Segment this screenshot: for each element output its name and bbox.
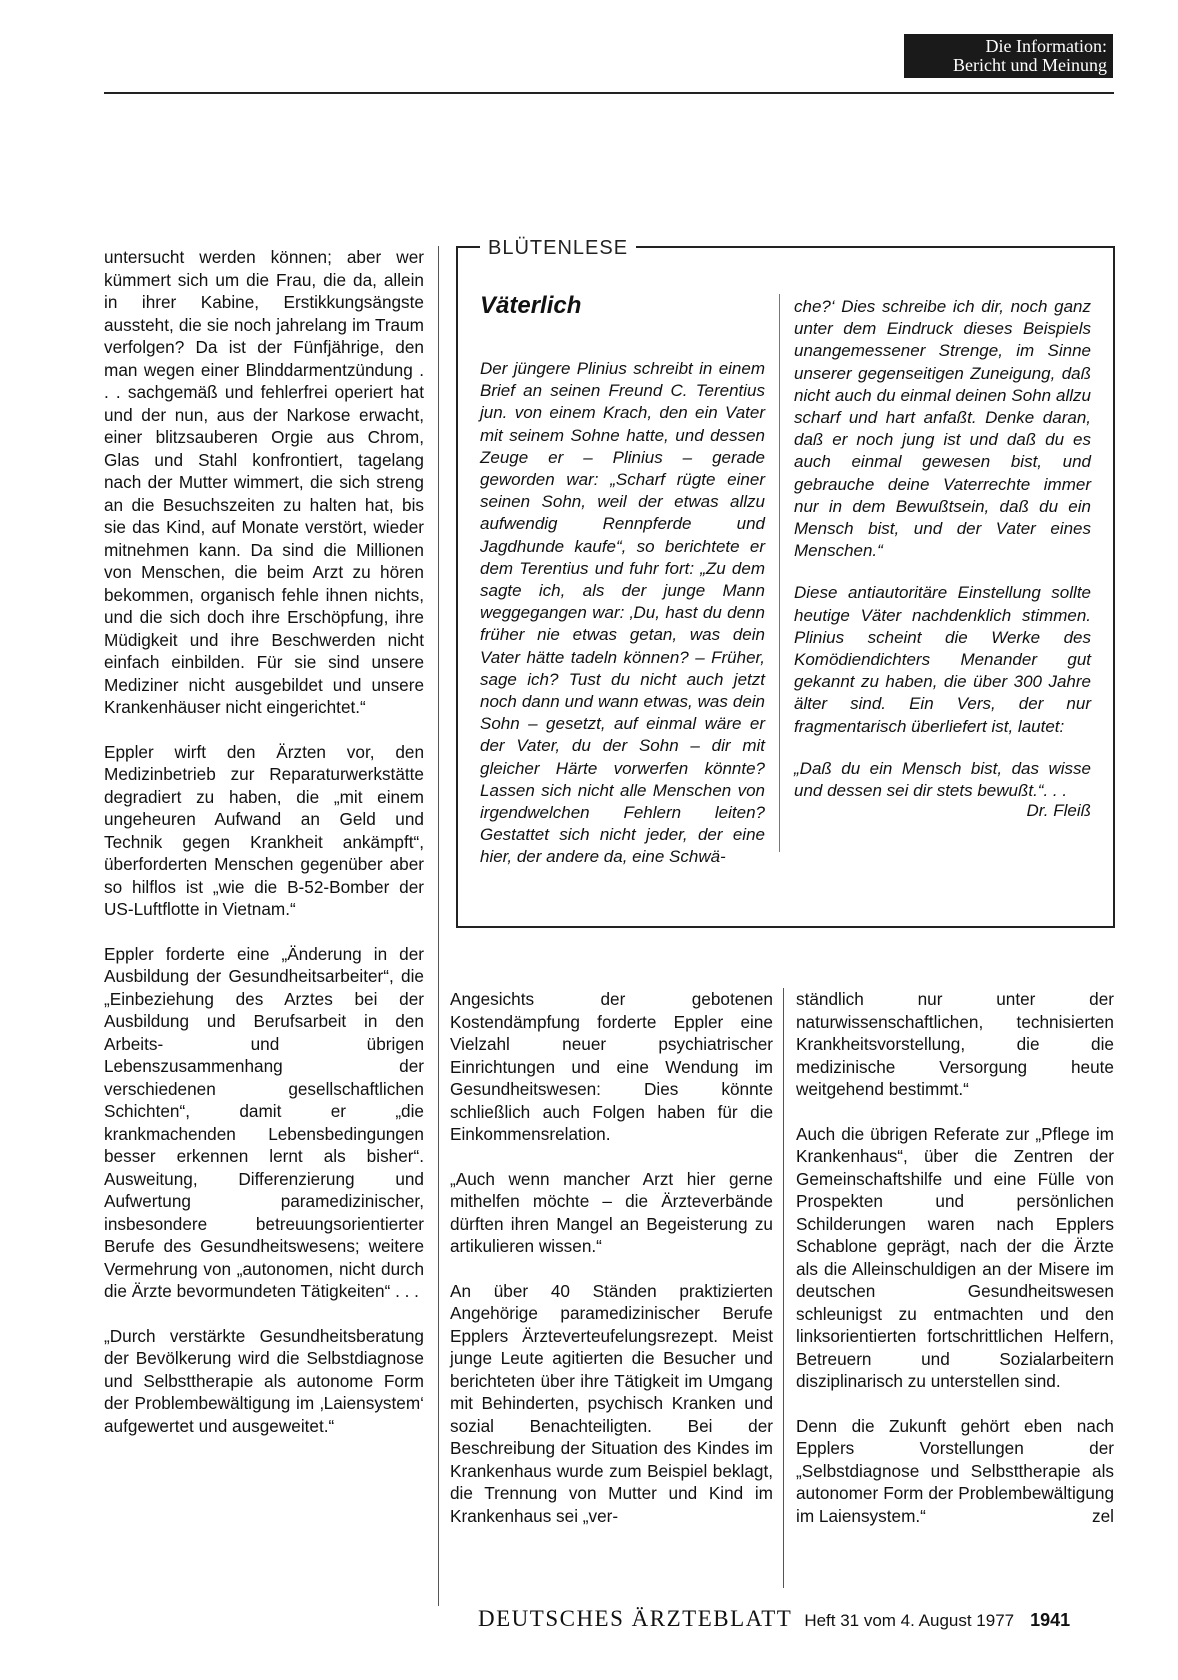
box-left-column <box>480 358 765 869</box>
paragraph: „Durch verstärkte Gesundheitsberatung der Bevölkerung wird die Selbstdiagnose und Selbsttherapie als autonome Form der Problembewältigung im ‚Laiensystem‘ aufgewertet und ausgeweitet.“ <box>104 1325 424 1436</box>
box-paragraph: Diese antiautoritäre Einstellung sollte heutige Väter nachdenklich stimmen. Plinius scheint die Werke des Komödiendichters Menander gut gekannt zu haben, die über 300 Jahre älter sind. Ein Vers, der nur fragmentarisch überliefert ist, lautet: <box>794 583 1091 736</box>
box-paragraph: Der jüngere Plinius schreibt in einem Brief an seinen Freund C. Terentius jun. von einem Krach, den ein Vater mit seinem Sohne hatte, und dessen Zeuge er – Plinius – gerade geworden war: „Scharf rügte einer seinen Sohn, weil der etwas allzu aufwendig Rennpferde und Jagdhunde kaufe“, so berichtete er dem Terentius und fuhr fort: „Zu dem sagte ich, als der junge Mann weggegangen war: ‚Du, hast du denn früher nie etwas getan, was dein Vater hätte tadeln können? – Früher, sage ich? Tust du nicht auch jetzt noch dann und wann etwas, was dein Sohn – gesetzt, auf einmal wäre er der Vater, du der Sohn – dir mit gleicher Härte vorwerfen könnte? Lassen sich nicht alle Menschen von irgendwelchen Fehlern leiten? Gestattet sich nicht jeder, der eine hier, der andere da, eine Schwä- <box>480 359 765 867</box>
paragraph: „Auch wenn mancher Arzt hier gerne mithelfen möchte – die Ärzteverbände dürften ihren Mangel an Begeisterung zu artikulieren wissen.“ <box>450 1168 773 1256</box>
paragraph: untersucht werden können; aber wer kümmert sich um die Frau, die da, allein in ihrer Kabine, Erstikkungsängste aussteht, die sie noch jahrelang im Traum verfolgen? Da ist der Fünfjährige, den man wegen einer Blinddarmentzündung . . . sachgemäß und fehlerfrei operiert hat und der nun, aus der Narkose erwacht, einer blitzsauberen Orgie aus Chrom, Glas und Stahl konfrontiert, tagelang nach der Mutter wimmert, die sich streng an die Besuchszeiten zu halten hat, bis sie das Kind, auf Monate verstört, wieder mitnehmen kann. Da sind die Millionen von Menschen, die beim Arzt zu hören bekommen, organisch fehle ihnen nichts, und die sich doch ihre Erschöpfung, ihre Müdigkeit und ihre Beschwerden nicht einfach einbilden. Für sie sind unsere Mediziner nicht ausgebildet und unsere Krankenhäuser nicht eingerichtet.“ <box>104 247 424 717</box>
box-paragraph: „Daß du ein Mensch bist, das wisse und dessen sei dir stets bewußt.“. . . <box>794 758 1091 801</box>
box-signature: Dr. Fleiß <box>1026 801 1091 821</box>
section-tag-line1: Die Information: <box>985 36 1107 56</box>
box-right-column <box>794 296 1091 822</box>
box-title: Väterlich <box>480 292 582 319</box>
bluetenlese-box <box>456 237 1115 928</box>
section-tag-line2: Bericht und Meinung <box>953 55 1107 75</box>
paragraph: Angesichts der gebotenen Kostendämpfung forderte Eppler eine Vielzahl neuer psychiatrischer Einrichtungen und eine Wendung im Gesundheitswesen: Dies könnte schließlich auch Folgen haben für die Einkommensrelation. <box>450 989 773 1144</box>
page-number: 1941 <box>1030 1610 1071 1630</box>
box-paragraph: che?‘ Dies schreibe ich dir, noch ganz unter dem Eindruck dieses Beispiels unangemessener Strenge, im Sinne unserer gegenseitigen Zuneigung, daß nicht auch du einmal deinen Sohn allzu scharf und hart anfaßt. Denke daran, daß er noch jung ist und daß du es auch einmal gewesen bist, und gebrauche deine Vaterrechte immer nur in dem Bewußtsein, daß du ein Mensch bist, und der Vater eines Menschen.“ <box>794 297 1091 561</box>
paragraph: An über 40 Ständen praktizierten Angehörige paramedizinischer Berufe Epplers Ärzteverteufelungsrezept. Meist junge Leute agitierten die Besucher und berichteten über ihre Tätigkeit im Umgang mit Behinderten, psychisch Kranken und sozial Benachteiligten. Bei der Beschreibung der Situation des Kindes im Krankenhaus wurde zum Beispiel beklagt, die Trennung von Mutter und Kind im Krankenhaus sei „ver- <box>450 1280 773 1526</box>
column-divider <box>438 246 439 1606</box>
journal-name: DEUTSCHES ÄRZTEBLATT <box>478 1606 793 1631</box>
box-label: BLÜTENLESE <box>480 236 636 260</box>
paragraph <box>796 1415 1114 1528</box>
middle-column <box>450 988 773 1527</box>
author-initials: zel <box>1092 1505 1114 1526</box>
header-rule <box>104 92 1114 94</box>
right-column <box>796 988 1114 1527</box>
left-column <box>104 246 424 1437</box>
box-column-divider <box>779 294 780 852</box>
paragraph: Auch die übrigen Referate zur „Pflege im Krankenhaus“, über die Zentren der Gemeinschaftshilfe und eine Fülle von Prospekten und persönlichen Schilderungen waren nach Epplers Schablone geprägt, nach der die Ärzte als die Alleinschuldigen an der Misere im deutschen Gesundheitswesen schleunigst zu entmachten und den linksorientierten fortschrittlichen Helfern, Betreuern und Sozialarbeitern disziplinarisch zu unterstellen sind. <box>796 1123 1114 1391</box>
paragraph: Eppler wirft den Ärzten vor, den Medizinbetrieb zur Reparaturwerkstätte degradiert zu haben, die „mit einem ungeheuren Aufwand an Geld und Technik gegen Krankheit ankämpft“, überforderten Menschen gegenüber aber so hilflos ist „wie die B-52-Bomber der US-Luftflotte in Vietnam.“ <box>104 741 424 919</box>
paragraph: Eppler forderte eine „Änderung in der Ausbildung der Gesundheitsarbeiter“, die „Einbeziehung des Arztes bei der Ausbildung und Berufsarbeit in den Arbeits- und übrigen Lebenszusammenhang der verschiedenen gesellschaftlichen Schichten“, damit er „die krankmachenden Lebensbedingungen besser erkennen lernt als bisher“. Ausweitung, Differenzierung und Aufwertung paramedizinischer, insbesondere betreuungsorientierter Berufe des Gesundheitswesens; weitere Vermehrung von „autonomen, nicht durch die Ärzte bevormundeten Tätigkeiten“ . . . <box>104 943 424 1301</box>
final-paragraph-text: Denn die Zukunft gehört eben nach Epplers Vorstellungen der „Selbstdiagnose und Selbsttherapie als autonomer Form der Problembewältigung im Laiensystem.“ <box>796 1415 1114 1526</box>
column-divider <box>783 988 784 1588</box>
section-tag <box>904 34 1113 78</box>
paragraph: ständlich nur unter der naturwissenschaftlichen, technisierten Krankheitsvorstellung, die die medizinische Versorgung heute weitgehend bestimmt.“ <box>796 989 1114 1099</box>
page-footer <box>478 1606 1118 1632</box>
issue-info: Heft 31 vom 4. August 1977 <box>804 1611 1015 1630</box>
